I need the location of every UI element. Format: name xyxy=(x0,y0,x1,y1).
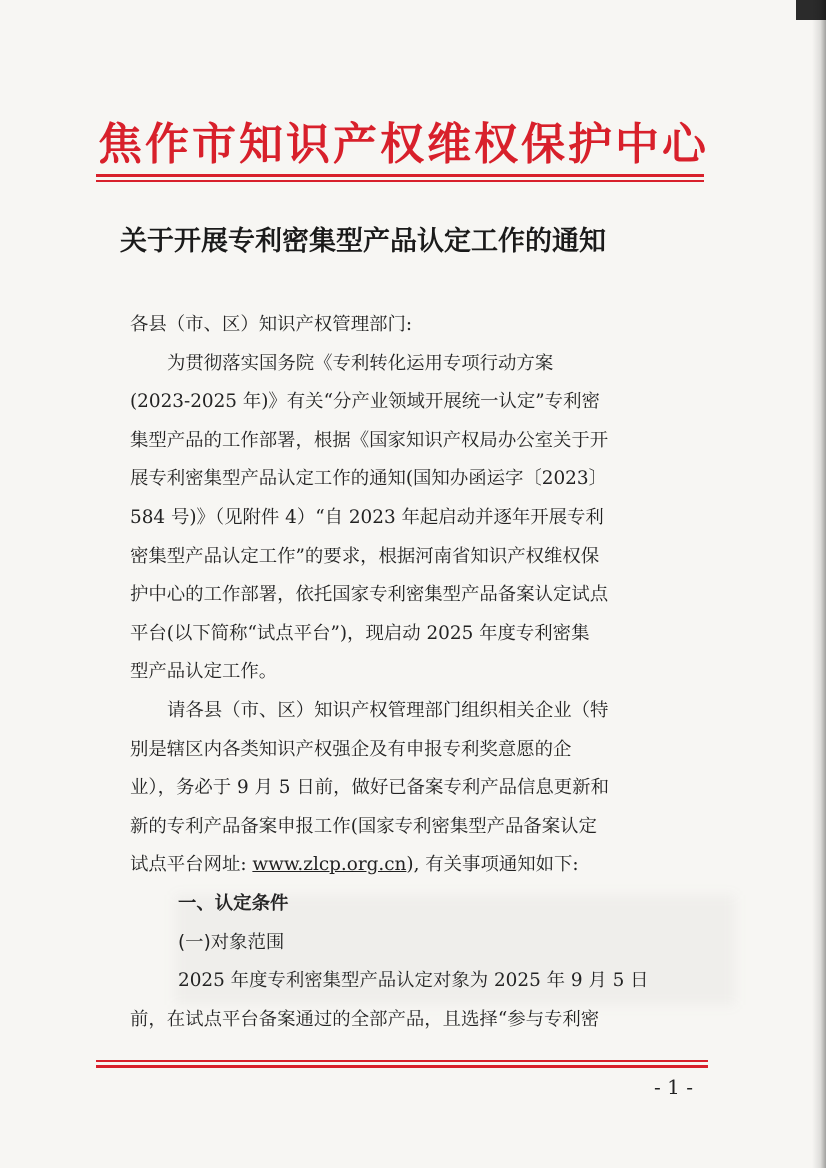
body-line: 584 号)》（见附件 4）“自 2023 年起启动并逐年开展专利 xyxy=(130,506,604,528)
body-line: 2025 年度专利密集型产品认定对象为 2025 年 9 月 5 日 xyxy=(178,970,649,992)
document-title: 关于开展专利密集型产品认定工作的通知 xyxy=(120,226,606,257)
platform-url-link[interactable]: www.zlcp.org.cn xyxy=(252,854,407,876)
body-line: 展专利密集型产品认定工作的通知(国知办函运字〔2023〕 xyxy=(130,468,607,490)
body-line: 别是辖区内各类知识产权强企及有申报专利奖意愿的企 xyxy=(130,738,572,760)
page-number: - 1 - xyxy=(654,1075,693,1099)
body-line: 护中心的工作部署，依托国家专利密集型产品备案认定试点 xyxy=(130,584,609,606)
document-body xyxy=(130,306,700,1039)
body-line: 型产品认定工作。 xyxy=(130,661,278,683)
salutation-line: 各县（市、区）知识产权管理部门: xyxy=(130,314,413,335)
body-line: (2023-2025 年)》有关“分产业领域开展统一认定”专利密 xyxy=(130,391,600,413)
body-line: 新的专利产品备案申报工作(国家专利密集型产品备案认定 xyxy=(130,815,597,837)
url-line-prefix: 试点平台网址: xyxy=(130,854,253,876)
org-header: 焦作市知识产权维权保护中心 xyxy=(98,119,709,170)
header-red-rule-top xyxy=(96,174,704,177)
footer-red-rule-bottom xyxy=(96,1065,708,1068)
body-line: 业），务必于 9 月 5 日前，做好已备案专利产品信息更新和 xyxy=(130,777,609,799)
url-line-suffix: ), 有关事项通知如下: xyxy=(406,854,579,876)
header-red-rule-bottom xyxy=(96,180,704,182)
body-line: 平台(以下简称“试点平台”)，现启动 2025 年度专利密集 xyxy=(130,622,590,644)
page-edge-shadow xyxy=(812,0,826,1168)
body-line: 请各县（市、区）知识产权管理部门组织相关企业（特 xyxy=(167,699,609,721)
body-line: 密集型产品认定工作”的要求，根据河南省知识产权维权保 xyxy=(130,545,600,567)
body-line: 集型产品的工作部署，根据《国家知识产权局办公室关于开 xyxy=(130,429,609,451)
footer-red-rule-top xyxy=(96,1060,708,1062)
sub-heading: (一)对象范围 xyxy=(178,931,285,953)
body-line: 前，在试点平台备案通过的全部产品，且选择“参与专利密 xyxy=(130,1008,600,1030)
url-line xyxy=(130,846,700,885)
body-line: 为贯彻落实国务院《专利转化运用专项行动方案 xyxy=(167,352,554,374)
section-heading: 一、认定条件 xyxy=(178,892,289,914)
